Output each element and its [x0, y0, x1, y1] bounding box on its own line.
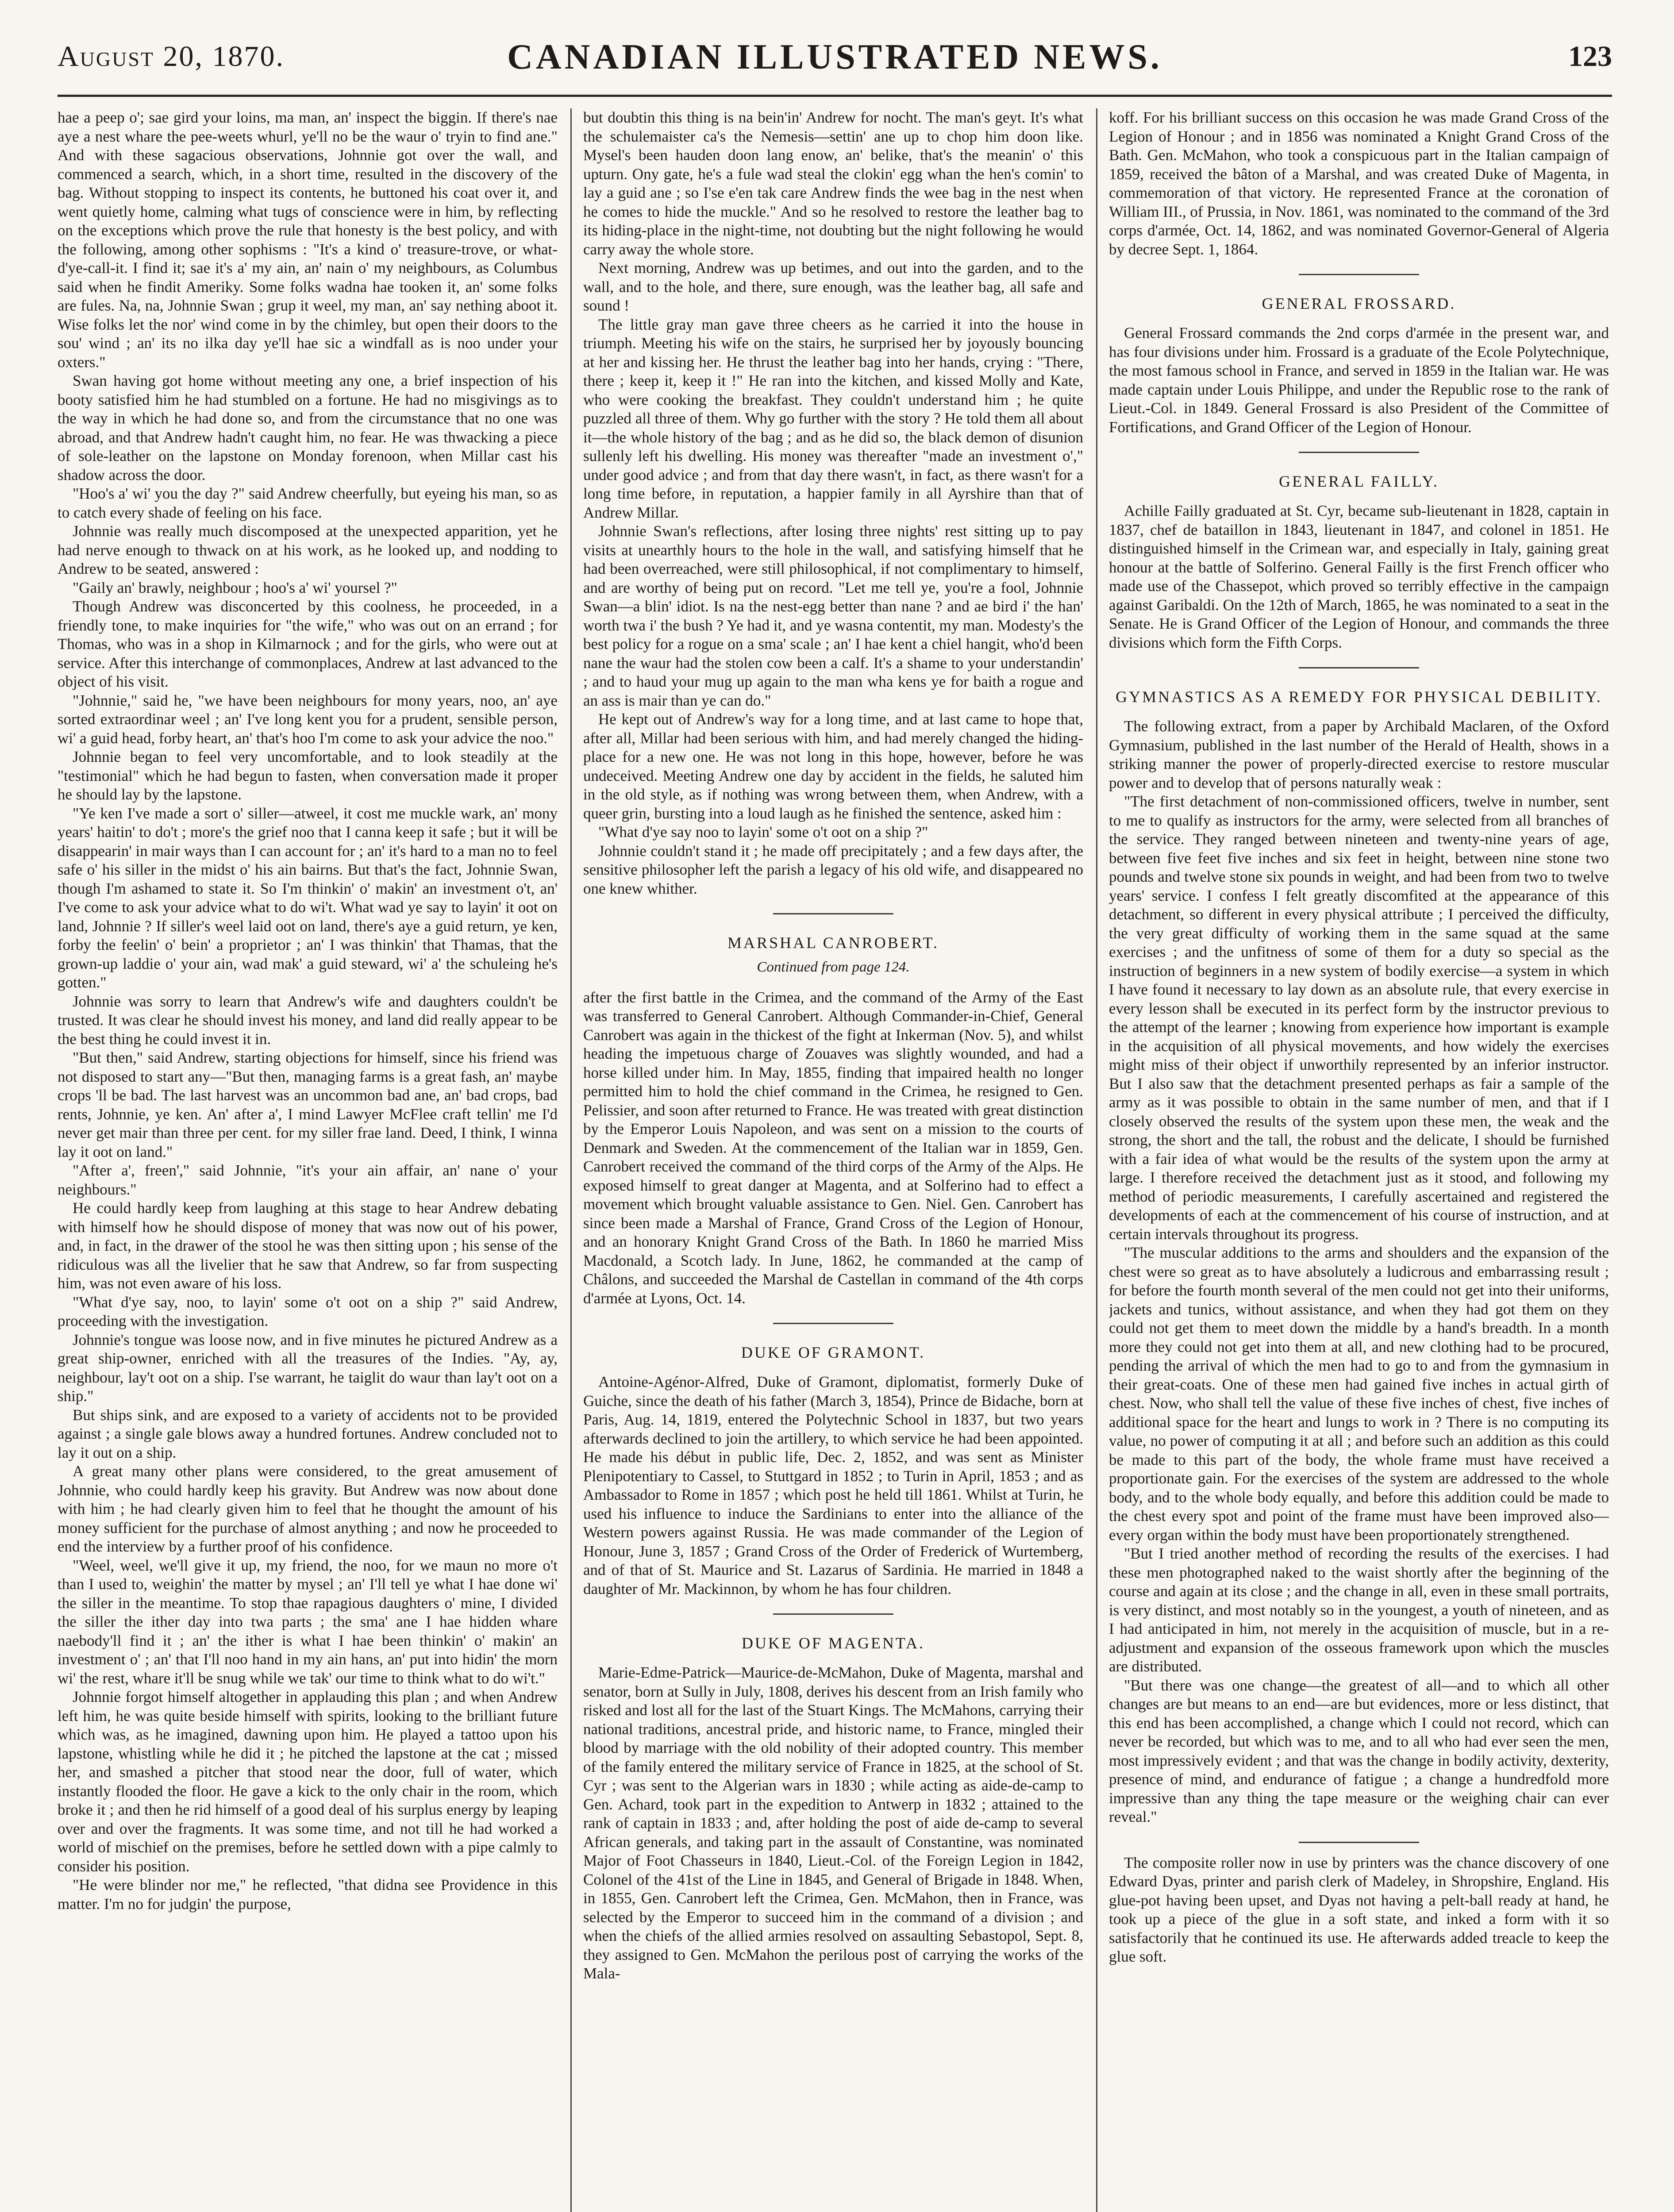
paragraph: Achille Failly graduated at St. Cyr, became sub-lieutenant in 1828, captain in 1837, chef de bataillon in 1843, lieutenant in 1847, and colonel in 1851. He distinguished himself in the Crimean war, and especially in Italy, gaining great honour at the battle of Solferino. General Failly is the first French officer who made use of the Chassepot, which proved so terribly effective in the campaign against Garibaldi. On the 12th of March, 1865, he was nominated to a seat in the Senate. He is Grand Officer of the Legion of Honour, and commands the three divisions which form the Fifth Corps. [1109, 502, 1609, 651]
paragraph: Johnnie's tongue was loose now, and in five minutes he pictured Andrew as a great ship-owner, enriched with all the treasures of the Indies. "Ay, ay, neighbour, lay't oot on a ship. I'se warrant, he taiglit do waur than lay't oot on a ship." [58, 1331, 558, 1405]
column-1 [58, 108, 558, 2212]
issue-date: August 20, 1870. [58, 40, 285, 73]
section-rule [773, 913, 893, 914]
section-rule [1299, 667, 1419, 668]
paragraph: Though Andrew was disconcerted by this coolness, he proceeded, in a friendly tone, to make inquiries for "the wife," who was out on an errand ; for Thomas, who was in a shop in Kilmarnock ; and for the girls, who were out at service. After this interchange of commonplaces, Andrew at last advanced to the object of his visit. [58, 598, 558, 690]
section-rule [1299, 1842, 1419, 1843]
paragraph: "But I tried another method of recording the results of the exercises. I had these men photographed naked to the waist shortly after the beginning of the course and again at its close ; and the change in all, even in these small portraits, is very distinct, and most notably so in the youngest, a youth of nineteen, and as I had anticipated in him, not merely in the acquisition of muscle, but in a re-adjustment and expansion of the osseous framework upon which the muscles are distributed. [1109, 1545, 1609, 1675]
heading-general-frossard: GENERAL FROSSARD. [1262, 295, 1456, 312]
heading-duke-of-gramont: DUKE OF GRAMONT. [741, 1344, 926, 1361]
paragraph: "Gaily an' brawly, neighbour ; hoo's a' wi' yoursel ?" [73, 579, 397, 596]
paragraph: "Ye ken I've made a sort o' siller—atweel, it cost me muckle wark, an' mony years' haitin' to do't ; more's the grief noo that I canna keep it safe ; but it will be disappearin' in mair ways than I can account for ; an' it's hard to a man no to feel safe o' his siller in the midst o' his ain bairns. But that's the fact, Johnnie Swan, though I'm ashamed to state it. So I'm thinkin' o' makin' an investment o't, an' I've come to ask your advice what to do wi't. What wad ye say to layin' it oot on land, Johnnie ? If siller's weel laid oot on land, there's aye a guid return, ye ken, forby the feelin' o' bein' a proprietor ; an' I was thinkin' that Thamas, that the grown-up laddie o' your ain, wad mak' a guid steward, wi' a' the schuleing he's gotten." [58, 804, 558, 991]
section-rule [773, 1613, 893, 1615]
paragraph: He kept out of Andrew's way for a long time, and at last came to hope that, after all, Millar had been serious with him, and had merely changed the hiding-place for a new one. He was not long in this hope, however, before he was undeceived. Meeting Andrew one day by accident in the fields, he saluted him in the old style, as if nothing was wrong between them, when Andrew, with a queer grin, bursting into a loud laugh as he finished the sentence, asked him : [583, 710, 1083, 822]
paragraph: "What d'ye say, noo, to layin' some o't oot on a ship ?" said Andrew, proceeding with the investigation. [58, 1293, 558, 1329]
column-2 [583, 108, 1083, 2212]
paragraph: "The first detachment of non-commissioned officers, twelve in number, sent to me to qualify as instructors for the army, were selected from all branches of the service. They ranged between nineteen and twenty-nine years of age, between five feet five inches and six feet in height, between nine stone two pounds and twelve stone six pounds in weight, and had been from two to twelve years' service. I confess I felt greatly discomfited at the appearance of this detachment, so different in every physical attribute ; I perceived the difficulty, the very great difficulty of working them in the same squad at the same exercises ; and the unfitness of some of them for a duty so special as the instruction of beginners in a new system of bodily exercise—a system in which I have found it necessary to lay down as an absolute rule, that every exercise in every lesson shall be executed in its perfect form by the instructor previous to the attempt of the learner ; knowing from experience how important is example in the acquisition of all physical movements, and how widely the exercises might miss of their object if unworthily represented by an inferior instructor. But I also saw that the detachment presented perhaps as fair a sample of the army as it was possible to obtain in the same number of men, and that if I closely observed the results of the system upon these men, the weak and the strong, the short and the tall, the robust and the delicate, I should be furnished with a fair idea of what would be the results of the system upon the army at large. I therefore received the detachment just as it stood, and following my method of periodic measurements, I carefully ascertained and registered the developments of each at the commencement of his course of instruction, and at certain intervals throughout its progress. [1109, 793, 1609, 1243]
section-rule [1299, 274, 1419, 275]
paragraph: General Frossard commands the 2nd corps d'armée in the present war, and has four divisions under him. Frossard is a graduate of the Ecole Polytechnique, the most famous school in France, and served in 1859 in the Italian war. He was made captain under Louis Philippe, and under the Republic rose to the rank of Lieut.-Col. in 1849. General Frossard is also President of the Committee of Fortifications, and Grand Officer of the Legion of Honour. [1109, 324, 1609, 436]
paragraph: Antoine-Agénor-Alfred, Duke of Gramont, diplomatist, formerly Duke of Guiche, since the death of his father (March 3, 1854), Prince de Bidache, born at Paris, Aug. 14, 1819, entered the Polytechnic School in 1837, but two years afterwards declined to join the artillery, to which service he had been appointed. He made his début in public life, Dec. 2, 1852, and was sent as Minister Plenipotentiary to Cassel, to Stuttgard in 1852 ; to Turin in April, 1853 ; and as Ambassador to Rome in 1857 ; which post he held till 1861. Whilst at Turin, he used his influence to induce the Sardinians to enter into the alliance of the Western powers against Russia. He was made commander of the Legion of Honour, June 3, 1857 ; Grand Cross of the Order of Frederick of Wurtemberg, and of that of St. Maurice and St. Lazarus of Sardinia. He married in 1848 a daughter of Mr. Mackinnon, by whom he has four children. [583, 1373, 1083, 1598]
paragraph: But ships sink, and are exposed to a variety of accidents not to be provided against ; a single gale blows away a hundred fortunes. Andrew concluded not to lay it out on a ship. [58, 1406, 558, 1461]
continued-note: Continued from page 124. [757, 959, 910, 975]
paragraph: "What d'ye say noo to layin' some o't oot on a ship ?" [598, 823, 928, 841]
paragraph: but doubtin this thing is na bein'in' Andrew for nocht. The man's geyt. It's what the schulemaister ca's the Nemesis—settin' ane up to chop him doon like. Mysel's been hauden doon lang enow, an' belike, that's the meanin' o' this upturn. Ony gate, he's a fule wad steal the clokin' egg whan the hen's comin' to lay a guid ane ; so I'se e'en tak care Andrew finds the wee bag in the nest when he comes to hide the muckle." And so he resolved to restore the leather bag to its hiding-place in the night-time, not doubting but the night following he would carry away the whole store. [583, 109, 1083, 258]
paragraph: koff. For his brilliant success on this occasion he was made Grand Cross of the Legion of Honour ; and in 1856 was nominated a Knight Grand Cross of the Bath. Gen. McMahon, who took a conspicuous part in the Italian campaign of 1859, received the bâton of a Marshal, and was created Duke of Magenta, in commemoration of that victory. He represented France at the coronation of William III., of Prussia, in Nov. 1861, was nominated to the command of the 3rd corps d'armée, Oct. 14, 1862, and was nominated Governor-General of Algeria by decree Sept. 1, 1864. [1109, 109, 1609, 258]
paragraph: "The muscular additions to the arms and shoulders and the expansion of the chest were so great as to have absolutely a ludicrous and embarrassing result ; for before the fourth month several of the men could not get into their uniforms, jackets and tunics, without assistance, and when they had got them on they could not get them to meet down the middle by a hand's breadth. In a month more they could not get into them at all, and new clothing had to be procured, pending the arrival of which the men had to go to and from the gymnasium in their great-coats. One of these men had gained five inches in actual girth of chest. Now, who shall tell the value of these five inches of chest, five inches of additional space for the heart and lungs to work in ? There is no computing its value, no power of computing it at all ; and before such an addition as this could be made to this part of the body, the whole frame must have received a proportionate gain. For the exercises of the system are addressed to the whole body, and to the whole body equally, and before this addition could be made to the chest every spot and point of the frame must have been improved also—every organ within the body must have been proportionately strengthened. [1109, 1244, 1609, 1544]
heading-duke-of-magenta: DUKE OF MAGENTA. [741, 1634, 925, 1652]
paragraph: Johnnie began to feel very uncomfortable, and to look steadily at the "testimonial" which he had begun to fasten, when conversation made it proper he should lay by the lapstone. [58, 748, 558, 803]
paragraph: Swan having got home without meeting any one, a brief inspection of his booty satisfied him he had stumbled on a fortune. He had no misgivings as to the way in which he had done so, and from the circumstance that no one was abroad, and that Andrew hadn't caught him, no fear. He was thwacking a piece of sole-leather on the lapstone on Monday forenoon, when Millar cast his shadow across the door. [58, 372, 558, 484]
paragraph: Johnnie Swan's reflections, after losing three nights' rest sitting up to pay visits at unearthly hours to the hole in the wall, and satisfying himself that he had been overreached, were still philosophical, if not complimentary to himself, and are worthy of being put on record. "Let me tell ye, you're a fool, Johnnie Swan—a blin' idiot. Is na the nest-egg better than nane ? and ae bird i' the han' worth twa i' the bush ? Ye had it, and ye wasna contentit, my man. Modesty's the best policy for a rogue on a sma' scale ; an' I hae kent a chiel hangit, who'd been nane the waur had the stolen cow been a calf. It's a shame to your understandin' ; and to haud your mug up again to the man wha kens ye for baith a rogue and an ass is mair than ye can do." [583, 522, 1083, 709]
paragraph: "Hoo's a' wi' you the day ?" said Andrew cheerfully, but eyeing his man, so as to catch every shade of feeling on his face. [58, 485, 558, 521]
column-divider [570, 108, 572, 2212]
heading-general-failly: GENERAL FAILLY. [1279, 472, 1439, 490]
section-rule [1299, 452, 1419, 453]
column-3 [1109, 108, 1609, 2212]
page-number: 123 [1568, 40, 1612, 73]
paragraph: Marie-Edme-Patrick—Maurice-de-McMahon, Duke of Magenta, marshal and senator, born at Sully in July, 1808, derives his descent from an Irish family who risked and lost all for the last of the Stuart Kings. The McMahons, carrying their national traditions, ancestral pride, and historic name, to France, mingled their blood by marriage with the old nobility of their adopted country. This member of the family entered the military service of France in 1825, at the school of St. Cyr ; was sent to the Algerian wars in 1830 ; while acting as aide-de-camp to Gen. Achard, took part in the expedition to Antwerp in 1832 ; attained to the rank of captain in 1833 ; and, after holding the post of aide de-camp to several African generals, and taking part in the assault of Constantine, was nominated Major of Foot Chasseurs in 1840, Lieut.-Col. of the Foreign Legion in 1842, Colonel of the 41st of the Line in 1845, and General of Brigade in 1848. When, in 1855, Gen. Canrobert left the Crimea, Gen. McMahon, then in France, was selected by the Emperor to succeed him in the command of a division ; and when the chiefs of the allied armies resolved on assaulting Sebastopol, Sept. 8, they assigned to Gen. McMahon the perilous post of carrying the works of the Mala- [583, 1664, 1083, 1982]
heading-gymnastics: GYMNASTICS AS A REMEDY FOR PHYSICAL DEBILITY. [1116, 688, 1602, 706]
section-rule [773, 1323, 893, 1324]
paragraph: The following extract, from a paper by Archibald Maclaren, of the Oxford Gymnasium, published in the last number of the Herald of Health, shows in a striking manner the power of properly-directed exercise to restore muscular power and to develop that of persons naturally weak : [1109, 718, 1609, 791]
paragraph: "But then," said Andrew, starting objections for himself, since his friend was not disposed to start any—"But then, managing farms is a great fash, an' maybe crops 'll be bad. The last harvest was an uncommon bad ane, an' bad crops, bad rents, Johnnie, ye ken. An' after a', I mind Lawyer McFlee craft tellin' me I'd never get mair than three per cent. for my siller frae land. Deed, I think, I winna lay it oot on land." [58, 1049, 558, 1160]
paragraph: Johnnie was really much discomposed at the unexpected apparition, yet he had nerve enough to thwack on at his work, as he looked up, and nodding to Andrew to be seated, answered : [58, 522, 558, 577]
paragraph: "After a', freen'," said Johnnie, "it's your ain affair, an' nane o' your neighbours." [58, 1162, 558, 1198]
paragraph: "He were blinder nor me," he reflected, "that didna see Providence in this matter. I'm no for judgin' the purpose, [58, 1876, 558, 1912]
paragraph: A great many other plans were considered, to the great amusement of Johnnie, who could hardly keep his gravity. But Andrew was now about done with him ; he had clearly given him to feel that he thought the amount of his money sufficient for the purchase of almost anything ; and now he proceeded to end the interview by a further proof of his confidence. [58, 1463, 558, 1555]
paragraph: The little gray man gave three cheers as he carried it into the house in triumph. Meeting his wife on the stairs, he surprised her by joyously bouncing at her and kissing her. He thrust the leather bag into her hands, crying : "There, there ; keep it, keep it !" He ran into the kitchen, and kissed Molly and Kate, who were cooking the breakfast. They couldn't understand him ; he quite puzzled all three of them. Why go further with the story ? He told them all about it—the whole history of the bag ; and as he did so, the black demon of disunion sullenly left his dwelling. His money was thereafter "made an investment o'," under good advice ; and from that day there wasn't, in fact, as there wasn't for a long time before, in reputation, a happier family in all Ayrshire than that of Andrew Millar. [583, 315, 1083, 521]
paragraph: hae a peep o'; sae gird your loins, ma man, an' inspect the biggin. If there's nae aye a nest whare the pee-weets whurl, ye'll no be the waur o' tryin to find ane." And with these sagacious observations, Johnnie got over the wall, and commenced a search, which, in a short time, resulted in the discovery of the bag. Without stopping to inspect its contents, he buttoned his coat over it, and went quietly home, calming what tugs of conscience were in him, by reflecting on the exceptions which prove the rule that honesty is the best policy, and with the following, among other sophisms : "It's a kind o' treasure-trove, or what-d'ye-call-it. I find it; sae it's a' my ain, an' nain o' my neighbours, as Columbus said when he findit Ameriky. Some folks wadna hae tooken it, an' some folks are fules. Na, na, Johnnie Swan ; grup it weel, my man, an' say nething aboot it. Wise folks let the nor' wind come in by the chimley, but open their doors to the sou' wind ; an' its no ilka day ye'll hae sic a windfall as is noo under your oxters." [58, 109, 558, 371]
masthead-rule [58, 95, 1612, 97]
paragraph: Johnnie was sorry to learn that Andrew's wife and daughters couldn't be trusted. It was clear he should invest his money, and land did really appear to be the best thing he could invest it in. [58, 992, 558, 1048]
paragraph: The composite roller now in use by printers was the chance discovery of one Edward Dyas, printer and parish clerk of Madeley, in Shropshire, England. His glue-pot having been upset, and Dyas not having a pelt-ball ready at hand, he took up a piece of the glue in a soft state, and inked a form with it so satisfactorily that he continued its use. He afterwards added treacle to keep the glue soft. [1109, 1854, 1609, 1965]
paragraph: Johnnie couldn't stand it ; he made off precipitately ; and a few days after, the sensitive philosopher left the parish a legacy of his old wife, and disappeared no one knew whither. [583, 842, 1083, 897]
paragraph: Johnnie forgot himself altogether in applauding this plan ; and when Andrew left him, he was quite beside himself with spirits, looking to the brilliant future which was, as he imagined, dawning upon him. He played a tattoo upon his lapstone, whistling while he did it ; he pitched the lapstone at the cat ; missed her, and smashed a pitcher that stood near the door, full of water, which instantly flooded the floor. He gave a kick to the only chair in the room, which broke it ; and then he rid himself of a good deal of his surplus energy by leaping over and over the fragments. It was some time, and not till he had worked a world of mischief on the premises, before he settled down with a pipe calmly to consider his position. [58, 1688, 558, 1875]
column-divider [1096, 108, 1097, 2212]
newspaper-title: CANADIAN ILLUSTRATED NEWS. [507, 38, 1162, 77]
paragraph: after the first battle in the Crimea, and the command of the Army of the East was transferred to General Canrobert. Although Commander-in-Chief, General Canrobert was again in the thickest of the fight at Inkerman (Nov. 5), and whilst heading the impetuous charge of Zouaves was slightly wounded, and had a horse killed under him. In May, 1855, finding that impaired health no longer permitted him to hold the chief command in the Crimea, he resigned to Gen. Pelissier, and soon after returned to France. He was treated with great distinction by the Emperor Louis Napoleon, and was sent on a mission to the courts of Denmark and Sweden. At the commencement of the Italian war in 1859, Gen. Canrobert received the command of the third corps of the Army of the Alps. He exposed himself to great danger at Magenta, and at Solferino had to effect a movement which brought valuable assistance to Gen. Niel. Gen. Canrobert has since been made a Marshal of France, Grand Cross of the Legion of Honour, and an honorary Knight Grand Cross of the Bath. In 1860 he married Miss Macdonald, a Scotch lady. In June, 1862, he commanded at the camp of Châlons, and succeeded the Marshal de Castellan in command of the 4th corps d'armée at Lyons, Oct. 14. [583, 988, 1083, 1307]
paragraph: "Weel, weel, we'll give it up, my friend, the noo, for we maun no more o't than I used to, weighin' the matter by mysel ; an' I'll tell ye what I hae done wi' the siller in the meantime. To stop thae rapagious daughters o' mine, I divided the siller the ither day into twa parts ; the sma' ane I hae hidden whare naebody'll find it ; an' the ither is what I hae been thinkin' o' makin' an investment o' ; an' that I'll noo hand in my ain hans, an' put into hidin' the morn wi' the rest, whare it'll be snug while we tak' our time to think what to do wi't." [58, 1556, 558, 1687]
paragraph: He could hardly keep from laughing at this stage to hear Andrew debating with himself how he should dispose of money that was now out of his power, and, in fact, in the drawer of the stool he was then sitting upon ; his sense of the ridiculous was all the livelier that he saw that Andrew, so far from suspecting him, was not even aware of his loss. [58, 1199, 558, 1292]
paragraph: Next morning, Andrew was up betimes, and out into the garden, and to the wall, and to the hole, and there, sure enough, was the leather bag, all safe and sound ! [583, 259, 1083, 314]
masthead [58, 31, 1612, 97]
heading-marshal-canrobert: MARSHAL CANROBERT. [727, 934, 939, 952]
paragraph: "Johnnie," said he, "we have been neighbours for mony years, noo, an' aye sorted extraordinar weel ; an' I've long kent you for a prudent, sensible person, wi' a guid head, forby heart, an' that's hoo I'm come to ask your advice the noo." [58, 691, 558, 747]
paragraph: "But there was one change—the greatest of all—and to which all other changes are but means to an end—are but evidences, more or less distinct, that this end has been accomplished, a change which I could not record, which can never be recorded, but which was to me, and to all who had ever seen the men, most impressively evident ; and that was the change in bodily activity, dexterity, presence of mind, and endurance of fatigue ; a change a hundredfold more impressive than any thing the tape measure or the weighing chair can ever reveal." [1109, 1676, 1609, 1825]
